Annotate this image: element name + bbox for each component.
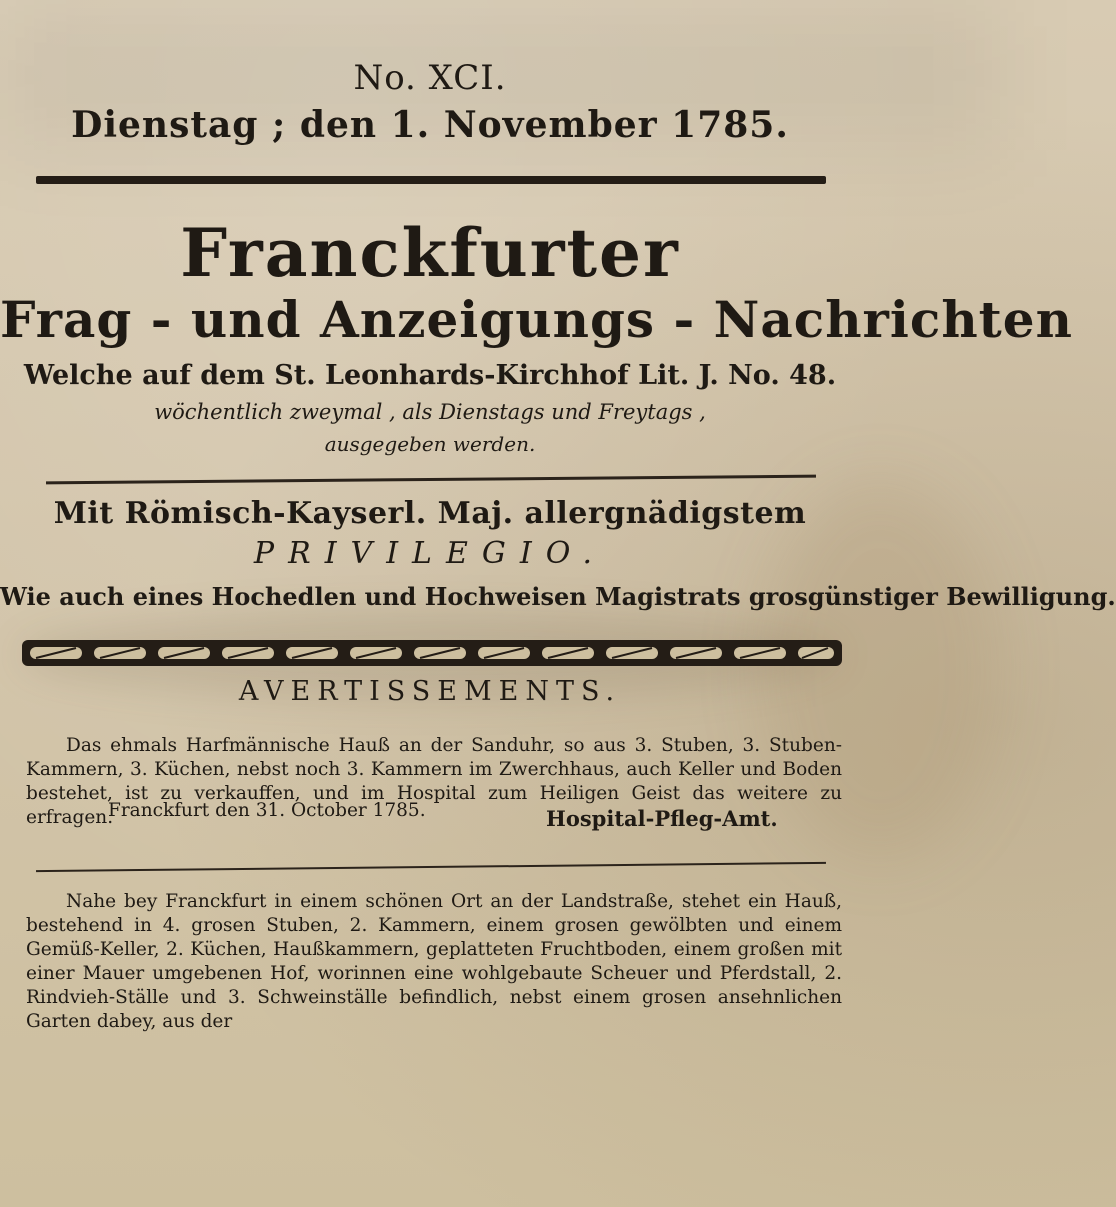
privilege-word: PRIVILEGIO. (253, 536, 607, 571)
header-rule (36, 176, 826, 184)
masthead-subtitle-address: Welche auf dem St. Leonhards-Kirchhof Lit. J. No. 48. (23, 360, 837, 391)
notice-2-body: Nahe bey Franckfurt in einem schönen Ort an der Landstraße, stehet ein Hauß, bestehend in 4. grosen Stuben, 2. Kammern, einem grosen gewölbten und einem Gemüß-Keller, 2. Küchen, Haußkammern, geplatteten Fruchtboden, einem großen mit einer Mauer umgebenen Hof, worinnen eine wohlgebaute Scheuer und Pferdstall, 2. Rindvieh-Ställe und 3. Schweinställe befindlich, nebst einem grosen ansehnlichen Garten dabey, aus der (26, 891, 842, 1032)
masthead-rule (46, 475, 816, 485)
masthead-title-line1: Franckfurter (180, 214, 680, 292)
magistrate-approval: Wie auch eines Hochedlen und Hochweisen Magistrats grosgünstiger Bewilligung. (0, 582, 1116, 611)
privilege-line: Mit Römisch-Kayserl. Maj. allergnädigstem (53, 496, 807, 531)
notice-2-text (26, 890, 842, 1034)
notice-divider (36, 862, 826, 872)
notice-1-signature: Hospital-Pfleg-Amt. (546, 806, 778, 831)
masthead-title-line2: Frag - und Anzeigungs - Nachrichten (0, 290, 1073, 349)
section-title: AVERTISSEMENTS. (238, 676, 622, 707)
issue-number: No. XCI. (353, 58, 507, 98)
ornamental-border (22, 636, 842, 670)
masthead-subtitle-schedule: wöchentlich zweymal , als Dienstags und Freytags , (154, 400, 706, 424)
masthead-subtitle-issued: ausgegeben werden. (324, 432, 536, 456)
notice-1-body: Das ehmals Harfmännische Hauß an der Sanduhr, so aus 3. Stuben, 3. Stuben-Kammern, 3. Küchen, nebst noch 3. Kammern im Zwerchhaus, auch Keller und Boden bestehet, ist zu verkauffen, und im Hospital zum Heiligen Geist das weitere zu erfragen. (26, 735, 842, 828)
issue-date: Dienstag ; den 1. November 1785. (71, 104, 789, 146)
notice-1-place-date: Franckfurt den 31. October 1785. (108, 800, 426, 821)
